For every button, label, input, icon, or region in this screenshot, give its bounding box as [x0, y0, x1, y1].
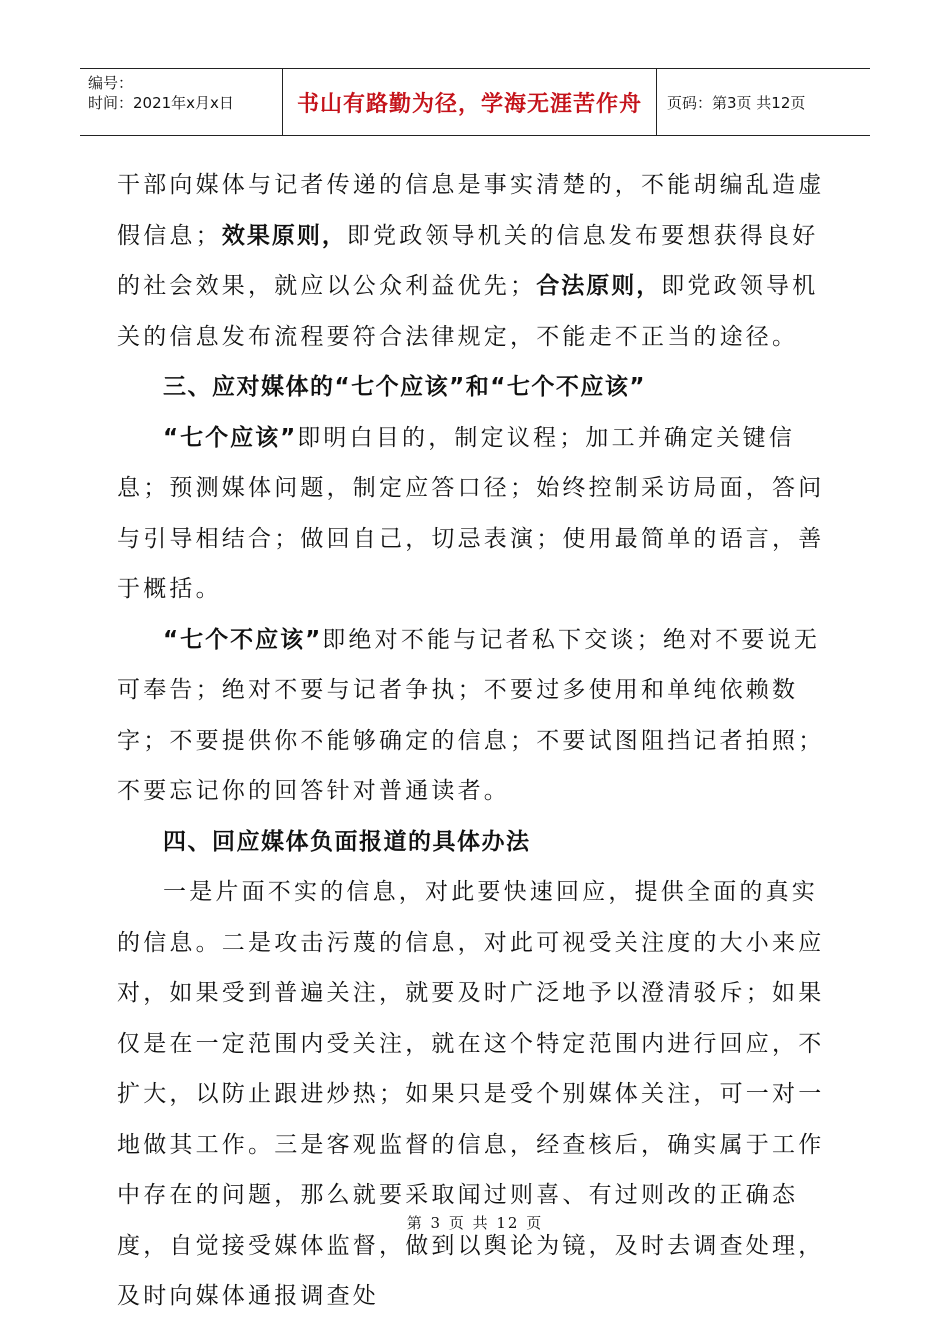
text-span: 即党政领导机关的信息发布流程要符合法律规定，不能走不正当的途径。: [117, 273, 819, 350]
text-span: 即明白目的，制定议程；加工并确定关键信息；预测媒体问题，制定应答口径；始终控制采访局面，答问与引导相结合；做回自己，切忌表演；使用最简单的语言，善于概括。: [117, 424, 825, 602]
page-footer: 第 3 页 共 12 页: [406, 1214, 544, 1232]
text-span: 即绝对不能与记者私下交谈；绝对不要说无可奉告；绝对不要与记者争执；不要过多使用和单纯依赖数字；不要提供你不能够确定的信息；不要试图阻挡记者拍照；不要忘记你的回答针对普通读者。: [117, 626, 825, 804]
header-motto-cell: [283, 69, 657, 135]
text-span: 干部向媒体与记者传递的信息是事实清楚的，不能胡编乱造虚假信息；: [117, 172, 825, 249]
keyword-legal-principle: 合法原则，: [536, 273, 662, 299]
section-heading-3: 三、应对媒体的“七个应该”和“七个不应该”: [163, 374, 646, 400]
keyword-seven-shoulds: “七个应该”: [163, 424, 298, 451]
keyword-seven-should-nots: “七个不应该”: [163, 626, 323, 653]
number-label: 编号：: [88, 74, 134, 92]
text-span: 即党政领导机关的信息发布要想获得良好的社会效果，就应以公众利益优先；: [117, 222, 819, 299]
paragraph-seven-should-nots: [117, 615, 837, 817]
page-label: 页码：第3页 共12页: [667, 93, 806, 112]
time-label: 时间：2021年x月x日: [88, 94, 234, 112]
header-page-cell: [657, 69, 870, 135]
paragraph-negative-reports: 一是片面不实的信息，对此要快速回应，提供全面的真实的信息。二是攻击污蔑的信息，对此可视受关注度的大小来应对，如果受到普遍关注，就要及时广泛地予以澄清驳斥；如果仅是在一定范围内受关注，就在这个特定范围内进行回应，不扩大，以防止跟进炒热；如果只是受个别媒体关注，可一对一地做其工作。三是客观监督的信息，经查核后，确实属于工作中存在的问题，那么就要采取闻过则喜、有过则改的正确态度，自觉接受媒体监督，做到以舆论为镜，及时去调查处理，及时向媒体通报调查处: [117, 879, 825, 1309]
paragraph-principles: [117, 160, 837, 362]
section-heading-4: 四、回应媒体负面报道的具体办法: [163, 828, 531, 855]
paragraph-seven-shoulds: [117, 413, 837, 615]
motto: 书山有路勤为径，学海无涯苦作舟: [296, 91, 642, 117]
page-header: [80, 68, 870, 136]
header-meta: [80, 69, 283, 135]
document-body: [117, 160, 837, 1322]
keyword-effect-principle: 效果原则，: [221, 222, 347, 249]
